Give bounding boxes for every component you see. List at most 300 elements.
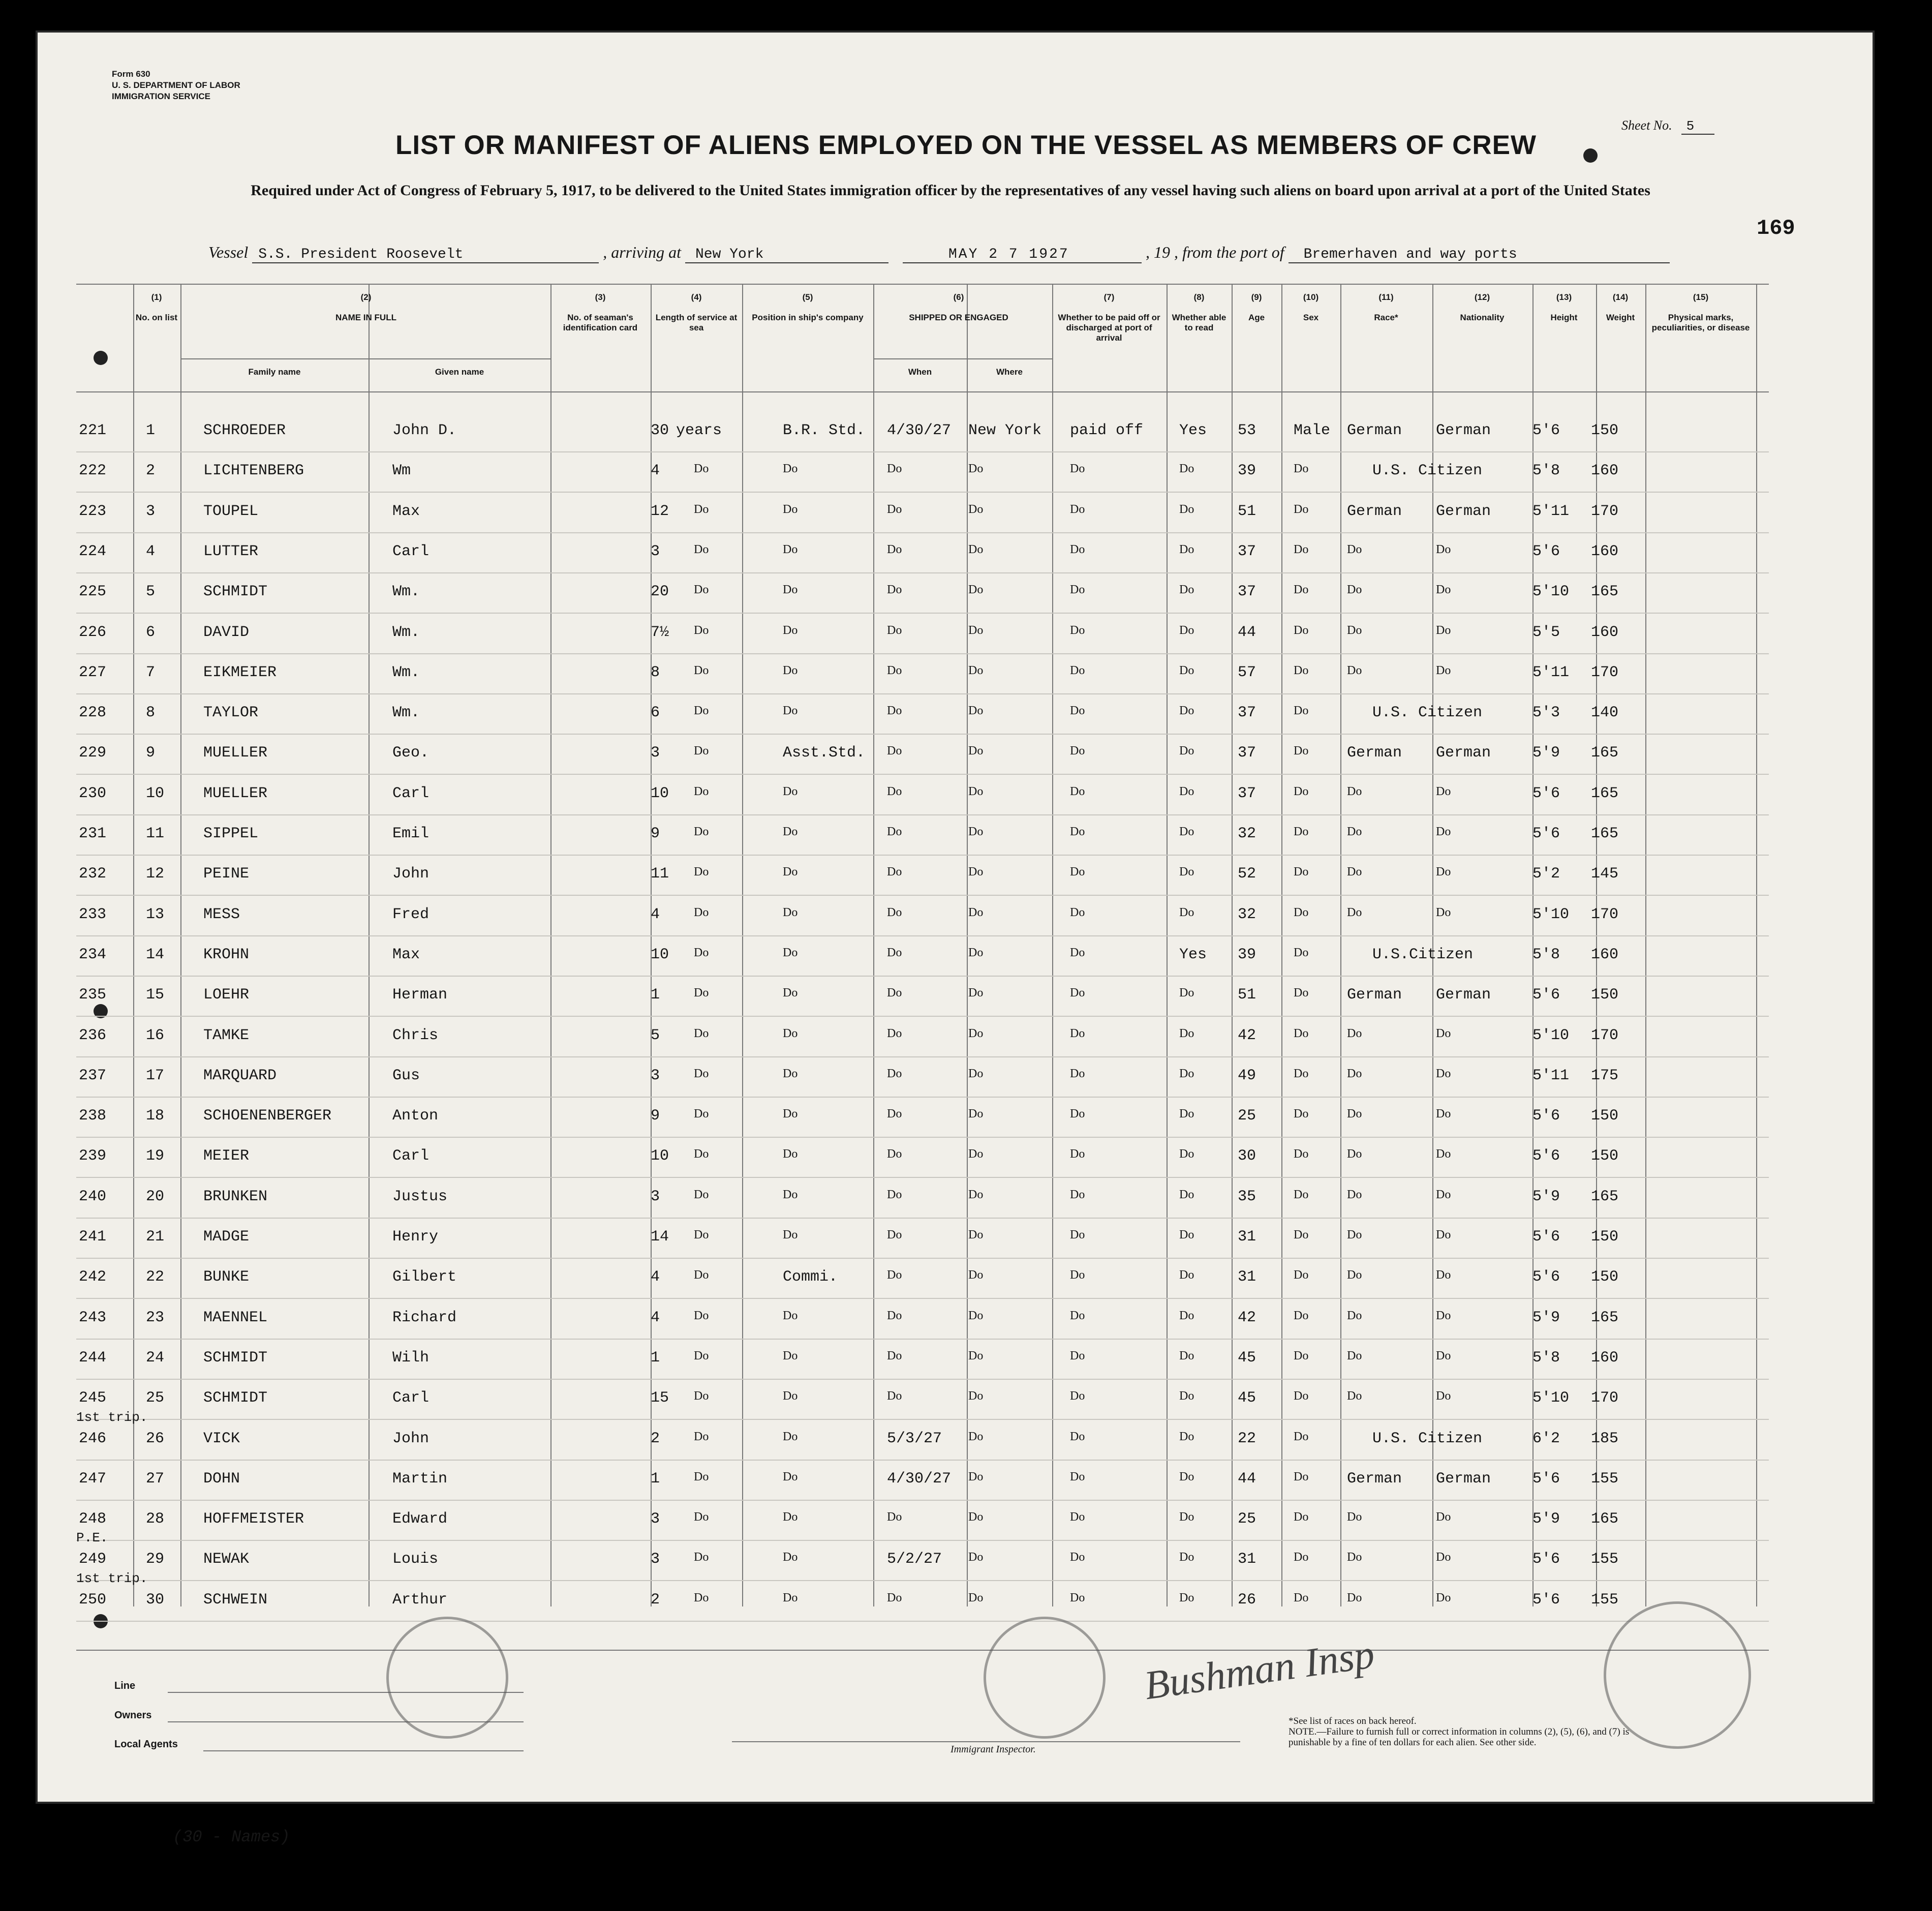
cell-position: Do [783,663,798,677]
cell-position: Do [783,946,798,959]
row-rule [76,814,1769,815]
cell-when: Do [887,1309,902,1322]
cell-sex: Do [1294,583,1309,597]
cell-height: 5'10 [1532,905,1570,923]
column-header [188,292,544,323]
cell-sex: Do [1294,623,1309,637]
cell-given: John [392,865,430,883]
cell-race: Do [1347,905,1362,919]
cell-family: BUNKE [203,1268,250,1286]
cell-where: Do [968,704,984,718]
cell-age: 57 [1238,663,1256,681]
cell-service-unit: Do [694,1309,709,1322]
cell-service: 8 [651,663,660,681]
cell-age: 22 [1238,1430,1256,1447]
cell-when: 4/30/27 [887,422,952,439]
cell-read: Do [1179,1026,1194,1040]
cell-race: Do [1347,784,1362,798]
total-names-note: (30 - Names) [173,1828,290,1846]
column-number: (1) [151,292,162,302]
cell-weight: 170 [1591,663,1619,681]
cell-age: 52 [1238,865,1256,883]
cell-service: 1 [651,1349,660,1367]
cell-when: Do [887,825,902,838]
cell-service-unit: Do [694,1389,709,1403]
cell-ref: 246 [79,1430,107,1447]
penalty-note: NOTE.—Failure to furnish full or correct information in columns (2), (5), (6), and (7) is punishable by a fine of ten dollars for each alien. See other side. [1289,1726,1630,1748]
cell-race: Do [1347,1309,1362,1322]
cell-when: Do [887,946,902,959]
column-number: (8) [1193,292,1205,302]
cell-ref: 249 [79,1551,107,1568]
row-rule [76,1258,1769,1259]
cell-given: Fred [392,905,430,923]
cell-ref: 224 [79,542,107,560]
column-title: Length of service at sea [655,313,738,332]
cell-sex: Do [1294,462,1309,476]
cell-nationality: Do [1436,1591,1451,1604]
cell-race: Do [1347,1107,1362,1121]
cell-nationality: Do [1436,1107,1451,1121]
cell-no: 21 [146,1228,165,1246]
cell-race: Do [1347,542,1362,556]
cell-weight: 160 [1591,946,1619,963]
cell-service-unit: Do [694,1430,709,1443]
cell-height: 5'9 [1532,744,1560,762]
cell-service: 4 [651,905,660,923]
cell-service-unit: Do [694,784,709,798]
cell-family: DAVID [203,623,250,641]
row-rule [76,1339,1769,1340]
cell-height: 5'6 [1532,1591,1560,1609]
column-number: (11) [1378,292,1394,302]
cell-sex: Do [1294,905,1309,919]
cell-position: Do [783,462,798,476]
cell-service-unit: Do [694,1107,709,1121]
cell-weight: 170 [1591,905,1619,923]
row-rule [76,653,1769,654]
cell-read: Do [1179,986,1194,1000]
cell-given: Chris [392,1026,439,1044]
row-rule [76,895,1769,896]
cell-age: 32 [1238,825,1256,842]
column-title: No. on list [135,313,178,322]
cell-ref: 228 [79,704,107,722]
cell-when: Do [887,986,902,1000]
cell-read: Do [1179,1591,1194,1604]
cell-weight: 145 [1591,865,1619,883]
cell-nationality: German [1436,986,1491,1004]
year-label: , 19 [1145,243,1170,261]
cell-nationality: Do [1436,663,1451,677]
cell-when: Do [887,623,902,637]
cell-position: Do [783,1188,798,1201]
column-title: Race* [1374,313,1398,322]
cell-sex: Do [1294,1510,1309,1524]
cell-height: 5'5 [1532,623,1560,641]
cell-service: 3 [651,1188,660,1205]
cell-ref: 221 [79,422,107,439]
cell-position: Do [783,1067,798,1080]
cell-race: Do [1347,583,1362,597]
cell-ref: 233 [79,905,107,923]
column-header [1053,292,1165,343]
cell-given: Carl [392,784,430,802]
cell-service-unit: Do [694,502,709,516]
cell-paid: Do [1070,1510,1085,1524]
sheet-number: 5 [1681,118,1715,135]
cell-paid: Do [1070,1591,1085,1604]
from-port-label: , from the port of [1174,243,1284,261]
cell-sex: Do [1294,1268,1309,1282]
cell-ref: 225 [79,583,107,601]
row-rule [76,1580,1769,1581]
cell-race: Do [1347,1591,1362,1604]
cell-weight: 160 [1591,542,1619,560]
cell-service: 4 [651,1268,660,1286]
cell-family: NEWAK [203,1551,250,1568]
cell-age: 42 [1238,1309,1256,1326]
cell-height: 5'8 [1532,1349,1560,1367]
cell-where: Do [968,1470,984,1483]
column-header [653,292,740,333]
table-top-rule [76,284,1769,285]
column-rule [873,285,874,1606]
column-title: Weight [1606,313,1635,322]
column-header [1534,292,1594,323]
column-rule [967,285,968,1606]
cell-family: PEINE [203,865,250,883]
cell-nationality: Do [1436,1188,1451,1201]
cell-where: Do [968,1147,984,1161]
cell-sex: Do [1294,1470,1309,1483]
cell-nationality: Do [1436,1228,1451,1241]
cell-given: Wm. [392,704,420,722]
cell-given: Edward [392,1510,448,1528]
column-title: Height [1550,313,1578,322]
table-bottom-rule [76,1650,1769,1651]
cell-family: MUELLER [203,744,268,762]
cell-race: German [1347,422,1402,439]
cell-height: 5'6 [1532,1228,1560,1246]
column-header [1343,292,1429,323]
cell-nationality: Do [1436,623,1451,637]
cell-age: 25 [1238,1107,1256,1125]
cell-service: 3 [651,1067,660,1084]
cell-where: Do [968,462,984,476]
cell-given: Carl [392,1389,430,1407]
cell-when: Do [887,1389,902,1403]
cell-height: 5'10 [1532,1389,1570,1407]
cell-ref: 231 [79,825,107,842]
column-title: Whether able to read [1172,313,1226,332]
cell-no: 30 [146,1591,165,1609]
cell-given: Arthur [392,1591,448,1609]
column-rule [180,285,181,1606]
cell-ref: 239 [79,1147,107,1165]
cell-nationality: U.S. Citizen [1372,462,1483,480]
row-rule [76,1460,1769,1461]
cell-height: 5'11 [1532,1067,1570,1084]
cell-service: 15 [651,1389,669,1407]
row-rule [76,1097,1769,1098]
cell-when: 5/3/27 [887,1430,942,1447]
cell-age: 31 [1238,1551,1256,1568]
cell-when: Do [887,1147,902,1161]
cell-read: Do [1179,1067,1194,1080]
cell-paid: Do [1070,704,1085,718]
cell-race: Do [1347,1147,1362,1161]
cell-service-unit: Do [694,1147,709,1161]
cell-paid: Do [1070,986,1085,1000]
column-number: (3) [595,292,606,302]
cell-sex: Do [1294,1026,1309,1040]
cell-where: Do [968,502,984,516]
cell-nationality: German [1436,422,1491,439]
cell-weight: 165 [1591,744,1619,762]
cell-service: 10 [651,1147,669,1165]
cell-weight: 150 [1591,1228,1619,1246]
cell-read: Do [1179,905,1194,919]
cell-age: 49 [1238,1067,1256,1084]
cell-age: 44 [1238,1470,1256,1488]
row-rule [76,1540,1769,1541]
cell-when: Do [887,865,902,879]
cell-no: 24 [146,1349,165,1367]
column-rule [1756,285,1757,1606]
cell-when: 5/2/27 [887,1551,942,1568]
cell-weight: 185 [1591,1430,1619,1447]
consulate-seal [386,1617,508,1739]
cell-paid: Do [1070,542,1085,556]
cell-age: 31 [1238,1268,1256,1286]
column-title: NAME IN FULL [335,313,396,322]
cell-weight: 155 [1591,1470,1619,1488]
cell-position: Do [783,1228,798,1241]
cell-read: Do [1179,1228,1194,1241]
cell-when: Do [887,1268,902,1282]
cell-when: 4/30/27 [887,1470,952,1488]
cell-sex: Do [1294,663,1309,677]
cell-sex: Male [1294,422,1331,439]
cell-given: Carl [392,1147,430,1165]
immigrant-inspector-label: Immigrant Inspector. [950,1744,1036,1755]
column-number: (9) [1251,292,1262,302]
cell-service: 10 [651,946,669,963]
row-rule [76,1056,1769,1057]
cell-ref: 245 [79,1389,107,1407]
column-rule [742,285,743,1606]
cell-ref: 232 [79,865,107,883]
cell-when: Do [887,462,902,476]
cell-no: 17 [146,1067,165,1084]
cell-where: Do [968,1591,984,1604]
cell-nationality: Do [1436,1067,1451,1080]
column-number: (13) [1556,292,1572,302]
cell-when: Do [887,1188,902,1201]
cell-paid: Do [1070,1349,1085,1362]
cell-service: 6 [651,704,660,722]
cell-read: Do [1179,1268,1194,1282]
subheader-rule [873,358,1052,359]
cell-weight: 150 [1591,1147,1619,1165]
cell-family: TAYLOR [203,704,259,722]
cell-no: 18 [146,1107,165,1125]
cell-when: Do [887,905,902,919]
cell-where: Do [968,784,984,798]
cell-where: Do [968,1026,984,1040]
document-title: LIST OR MANIFEST OF ALIENS EMPLOYED ON THE VESSEL AS MEMBERS OF CREW [395,130,1537,160]
cell-given: Carl [392,542,430,560]
cell-race: Do [1347,1228,1362,1241]
cell-read: Do [1179,1551,1194,1564]
row-rule [76,1016,1769,1017]
cell-family: SIPPEL [203,825,259,842]
local-agents-label: Local Agents [114,1739,178,1750]
cell-sex: Do [1294,744,1309,758]
cell-where: Do [968,1551,984,1564]
cell-height: 5'6 [1532,1551,1560,1568]
cell-no: 20 [146,1188,165,1205]
department: U. S. DEPARTMENT OF LABOR [112,80,240,90]
cell-nationality: Do [1436,1147,1451,1161]
row-rule [76,1137,1769,1138]
cell-service-unit: Do [694,744,709,758]
form-number: Form 630 [112,69,150,79]
cell-height: 5'6 [1532,1147,1560,1165]
cell-where: Do [968,1430,984,1443]
cell-family: HOFFMEISTER [203,1510,304,1528]
cell-read: Do [1179,744,1194,758]
cell-family: SCHWEIN [203,1591,268,1609]
vessel-label: Vessel [208,243,249,261]
cell-sex: Do [1294,1228,1309,1241]
cell-weight: 165 [1591,583,1619,601]
cell-no: 3 [146,502,156,520]
cell-no: 8 [146,704,156,722]
cell-family: MEIER [203,1147,250,1165]
cell-where: Do [968,1268,984,1282]
cell-sex: Do [1294,1188,1309,1201]
column-rule [133,285,134,1606]
cell-no: 6 [146,623,156,641]
cell-no: 13 [146,905,165,923]
cell-given: Justus [392,1188,448,1205]
column-subheader: Where [996,367,1023,377]
column-header [1169,292,1230,333]
cell-sex: Do [1294,1591,1309,1604]
cell-height: 5'11 [1532,663,1570,681]
cell-where: Do [968,1107,984,1121]
column-header [1647,292,1754,333]
arriving-label: , arriving at [603,243,681,261]
cell-ref: 242 [79,1268,107,1286]
cell-paid: Do [1070,462,1085,476]
cell-when: Do [887,1228,902,1241]
trip-note: P.E. [76,1530,108,1546]
cell-family: VICK [203,1430,240,1447]
cell-position: Asst.Std. [783,744,866,762]
cell-no: 25 [146,1389,165,1407]
cell-weight: 160 [1591,1349,1619,1367]
cell-when: Do [887,1591,902,1604]
cell-service: 11 [651,865,669,883]
column-subheader: Given name [435,367,484,377]
cell-sex: Do [1294,1551,1309,1564]
cell-race: Do [1347,1026,1362,1040]
column-title: Age [1248,313,1265,322]
row-rule [76,935,1769,936]
cell-position: Do [783,1389,798,1403]
cell-read: Do [1179,1188,1194,1201]
cell-height: 5'2 [1532,865,1560,883]
cell-nationality: Do [1436,825,1451,838]
column-rule [1645,285,1646,1606]
sheet-label: Sheet No. [1621,118,1672,133]
cell-no: 12 [146,865,165,883]
cell-nationality: Do [1436,1349,1451,1362]
cell-position: Do [783,1107,798,1121]
cell-family: DOHN [203,1470,240,1488]
cell-read: Do [1179,704,1194,718]
cell-age: 39 [1238,462,1256,480]
cell-position: Do [783,1147,798,1161]
cell-ref: 244 [79,1349,107,1367]
cell-sex: Do [1294,825,1309,838]
trip-note: 1st trip. [76,1570,148,1586]
cell-service: 9 [651,1107,660,1125]
cell-height: 5'6 [1532,825,1560,842]
column-title: Nationality [1460,313,1505,322]
cell-height: 5'9 [1532,1188,1560,1205]
cell-age: 45 [1238,1349,1256,1367]
agents-rule [203,1750,524,1751]
cell-age: 53 [1238,422,1256,439]
cell-family: TOUPEL [203,502,259,520]
cell-weight: 165 [1591,1510,1619,1528]
cell-race: Do [1347,1268,1362,1282]
cell-paid: Do [1070,1107,1085,1121]
cell-nationality: Do [1436,1389,1451,1403]
cell-nationality: Do [1436,784,1451,798]
cell-weight: 150 [1591,1268,1619,1286]
column-number: (14) [1612,292,1629,302]
cell-where: Do [968,1349,984,1362]
cell-paid: Do [1070,744,1085,758]
cell-position: Do [783,865,798,879]
cell-read: Do [1179,1430,1194,1443]
cell-read: Yes [1179,422,1207,439]
cell-service-unit: Do [694,583,709,597]
row-rule [76,976,1769,977]
cell-nationality: U.S. Citizen [1372,1430,1483,1447]
cell-sex: Do [1294,1349,1309,1362]
cell-weight: 170 [1591,502,1619,520]
cell-weight: 150 [1591,986,1619,1004]
cell-family: MUELLER [203,784,268,802]
cell-read: Do [1179,663,1194,677]
column-number: (7) [1103,292,1115,302]
cell-service: 3 [651,1510,660,1528]
cell-service: 9 [651,825,660,842]
cell-ref: 243 [79,1309,107,1326]
cell-ref: 223 [79,502,107,520]
column-title: Sex [1303,313,1319,322]
trip-note: 1st trip. [76,1409,148,1425]
cell-ref: 240 [79,1188,107,1205]
cell-position: Do [783,825,798,838]
cell-age: 37 [1238,542,1256,560]
